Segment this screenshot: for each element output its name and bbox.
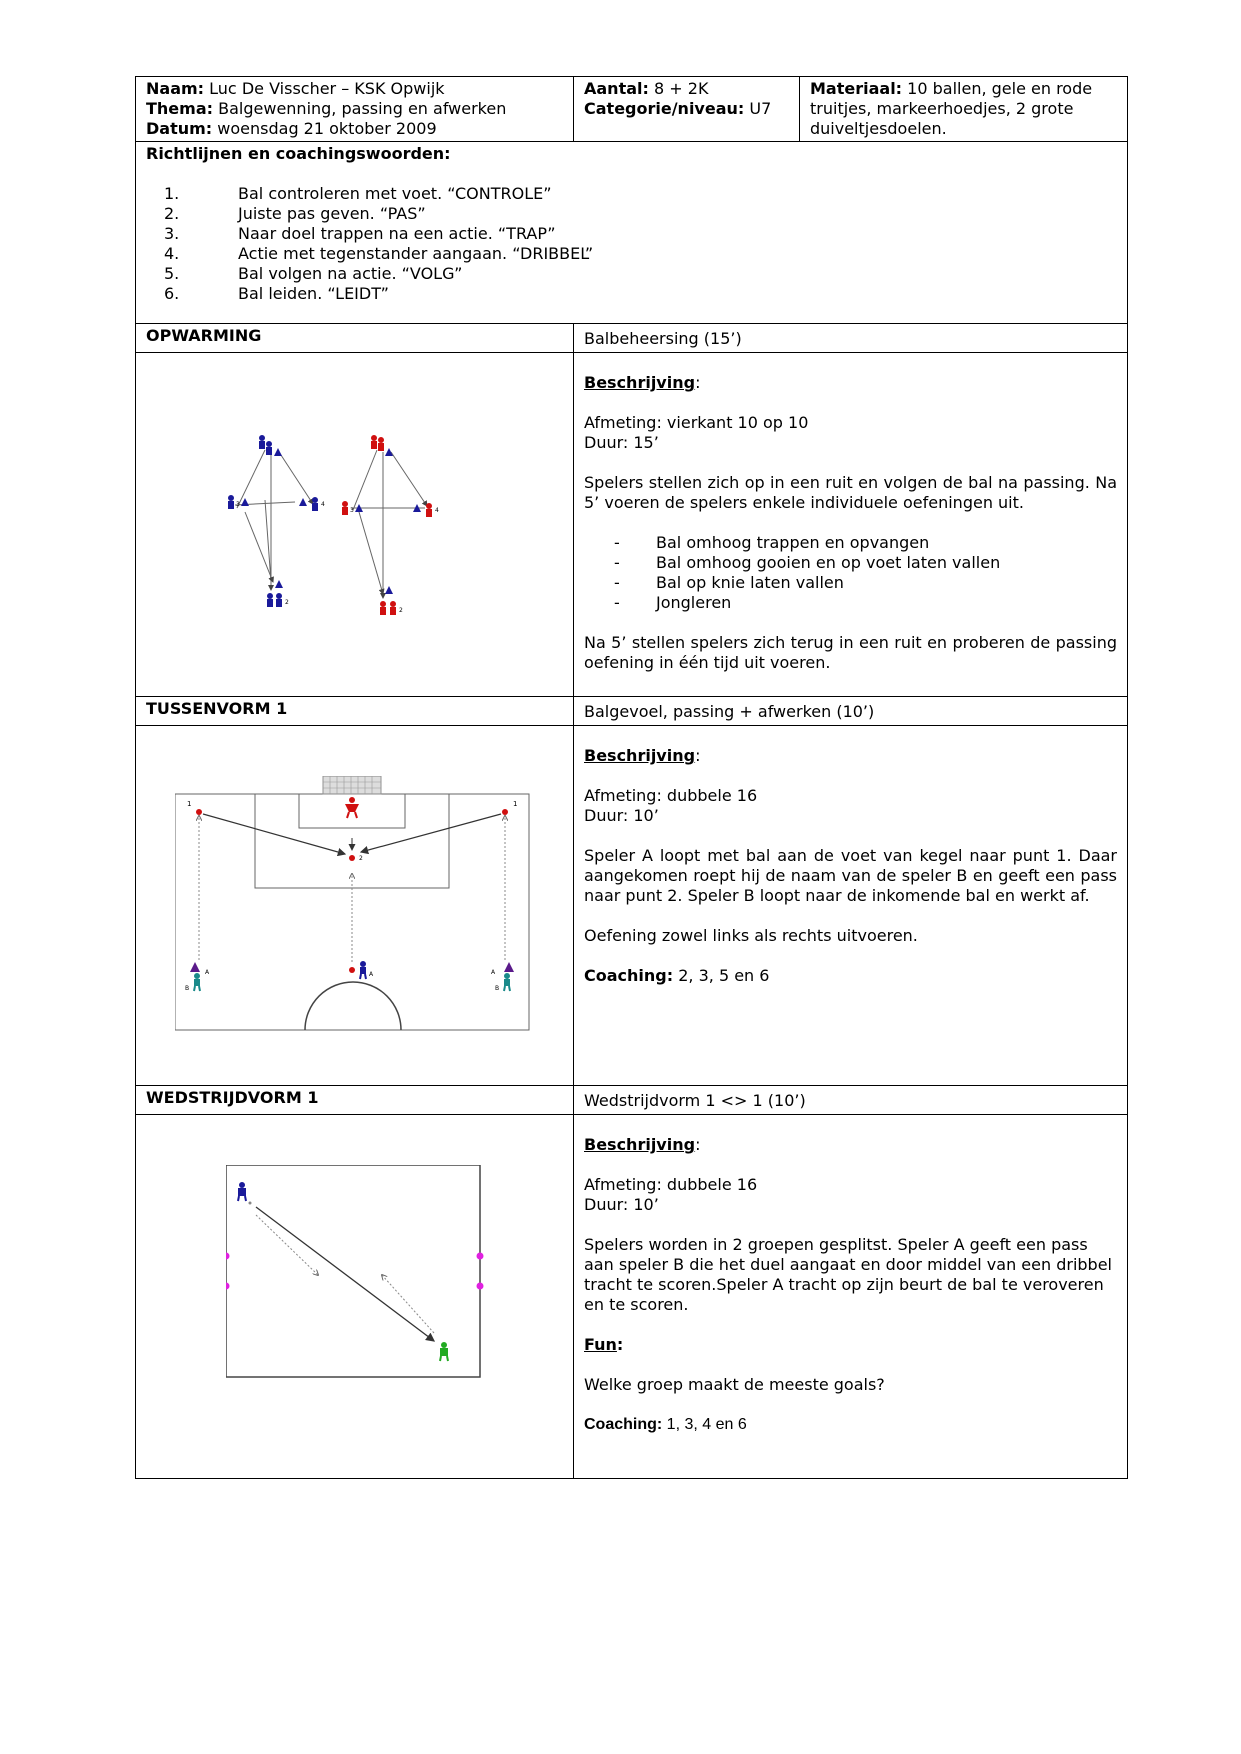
svg-text:4: 4 (434, 507, 439, 514)
tussenvorm-title: TUSSENVORM 1 (136, 697, 574, 726)
svg-text:B: B (185, 985, 190, 992)
wedstrijdvorm-afmeting: Afmeting: dubbele 16 (584, 1175, 758, 1194)
opwarming-diagram-cell (136, 353, 574, 697)
wedstrijdvorm-title: WEDSTRIJDVORM 1 (136, 1086, 574, 1115)
goal-post-right-top (477, 1253, 484, 1260)
goal-post-left-top (226, 1253, 230, 1260)
svg-text:2: 2 (359, 855, 363, 862)
opwarming-content-row (136, 353, 1128, 697)
opwarming-bullet (614, 593, 1117, 613)
tussenvorm-coaching: Coaching: 2, 3, 5 en 6 (584, 966, 770, 985)
point-2 (349, 855, 355, 861)
coaching-item-text: Actie met tegenstander aangaan. “DRIBBEL” (238, 244, 594, 263)
bullet-text: Bal omhoog gooien en op voet laten vallen (656, 553, 1001, 572)
tussenvorm-content-row (136, 726, 1128, 1086)
opwarming-afmeting: Afmeting: vierkant 10 op 10 (584, 413, 809, 432)
richtlijnen-cell (136, 142, 1128, 324)
opwarming-subtitle: Balbeheersing (15’) (574, 324, 1128, 353)
session-sheet (135, 76, 1127, 1479)
materiaal-line: Materiaal: 10 ballen, gele en rode truitjes, markeerhoedjes, 2 grote duiveltjesdoelen. (810, 79, 1093, 138)
tussenvorm-beschrijving-label: Beschrijving (584, 746, 696, 765)
wedstrijdvorm-beschrijving-label: Beschrijving (584, 1135, 696, 1154)
wedstrijdvorm-diagram-cell (136, 1115, 574, 1479)
tussenvorm-afmeting: Afmeting: dubbele 16 (584, 786, 758, 805)
cone-right (504, 962, 514, 972)
point-1-left (196, 809, 202, 815)
bullet-dash: - (614, 593, 620, 612)
categorie-line: Categorie/niveau: U7 (584, 99, 772, 118)
player-b-right (504, 973, 510, 991)
coaching-item (164, 204, 1117, 224)
coaching-item-number: 5. (164, 264, 180, 283)
coaching-item-number: 1. (164, 184, 180, 203)
svg-text:A: A (205, 969, 210, 976)
coaching-item-text: Juiste pas geven. “PAS” (238, 204, 426, 223)
tussenvorm-subtitle: Balgevoel, passing + afwerken (10’) (574, 697, 1128, 726)
aantal-line: Aantal: 8 + 2K (584, 79, 709, 98)
tussenvorm-description: Beschrijving: Afmeting: dubbele 16 Duur: 10’ Speler A loopt met bal aan de voet van kegel naar punt 1. Daar aangekomen roept hij de naam van de speler B en geeft een pass naar punt 2. Speler B loopt naar de inkomende bal en werkt af. Oefening zowel links als rechts uitvoeren. Coaching: 2, 3, 5 en 6 (574, 726, 1128, 1086)
coaching-item-number: 6. (164, 284, 180, 303)
coaching-item-text: Bal leiden. “LEIDT” (238, 284, 389, 303)
opwarming-bullets (614, 533, 1117, 613)
player-b-left (194, 973, 200, 991)
coaching-item (164, 284, 1117, 304)
datum-line: Datum: woensdag 21 oktober 2009 (146, 119, 437, 138)
ball-center (349, 967, 355, 973)
coaching-list (164, 184, 1117, 304)
player-blue-top (259, 435, 282, 456)
coaching-item-text: Bal controleren met voet. “CONTROLE” (238, 184, 552, 203)
svg-text:3: 3 (235, 501, 240, 508)
svg-text:2: 2 (398, 607, 403, 614)
header-aantal-cell (574, 77, 800, 142)
thema-line: Thema: Balgewenning, passing en afwerken (146, 99, 507, 118)
diamond-blue (228, 435, 325, 607)
player-blue-left (228, 495, 249, 509)
wedstrijdvorm-duur: Duur: 10’ (584, 1195, 659, 1214)
bullet-text: Bal op knie laten vallen (656, 573, 844, 592)
opwarming-bullet (614, 553, 1117, 573)
opwarming-title: OPWARMING (136, 324, 574, 353)
wedstrijdvorm-text1: Spelers worden in 2 groepen gesplitst. Speler A geeft een pass aan speler B die het duel aangaat en door middel van een dribbel tracht te scoren.Speler A tracht op zijn beurt de bal te veroveren en te scoren. (584, 1235, 1112, 1314)
center-circle (305, 982, 401, 1030)
player-blue-bottom (267, 580, 289, 607)
bullet-text: Jongleren (656, 593, 732, 612)
player-a-center (360, 961, 366, 979)
opwarming-duur: Duur: 15’ (584, 433, 659, 452)
tussenvorm-diagram-cell (136, 726, 574, 1086)
session-table (135, 76, 1128, 1479)
richtlijnen-row (136, 142, 1128, 324)
tussenvorm-text1: Speler A loopt met bal aan de voet van kegel naar punt 1. Daar aangekomen roept hij de naam van de speler B en geeft een pass naar punt 2. Speler B loopt naar de inkomende bal en werkt af. (584, 846, 1117, 905)
coaching-item-text: Bal volgen na actie. “VOLG” (238, 264, 463, 283)
player-red-top (371, 435, 393, 456)
header-row (136, 77, 1128, 142)
cone-left (190, 962, 200, 972)
wedstrijdvorm-content-row (136, 1115, 1128, 1479)
bullet-dash: - (614, 573, 620, 592)
coaching-item-number: 2. (164, 204, 180, 223)
opwarming-bullet (614, 573, 1117, 593)
goal-post-left-bottom (226, 1283, 230, 1290)
goal-post-right-bottom (477, 1283, 484, 1290)
wedstrijdvorm-subtitle: Wedstrijdvorm 1 <> 1 (10’) (574, 1086, 1128, 1115)
opwarming-text1: Spelers stellen zich op in een ruit en volgen de bal na passing. Na 5’ voeren de spelers enkele individuele oefeningen uit. (584, 473, 1117, 512)
svg-text:2: 2 (284, 599, 289, 606)
point-1-right (502, 809, 508, 815)
tussenvorm-diagram (175, 776, 611, 1076)
coaching-item-text: Naar doel trappen na een actie. “TRAP” (238, 224, 556, 243)
tussenvorm-duur: Duur: 10’ (584, 806, 659, 825)
player-blue-right (299, 497, 325, 511)
opwarming-diagram (145, 422, 565, 622)
svg-text:B: B (495, 985, 500, 992)
naam-line: Naam: Luc De Visscher – KSK Opwijk (146, 79, 445, 98)
bullet-dash: - (614, 553, 620, 572)
richtlijnen-title: Richtlijnen en coachingswoorden: (146, 144, 451, 163)
opwarming-description: Beschrijving: Afmeting: vierkant 10 op 10 Duur: 15’ Spelers stellen zich op in een ruit en volgen de bal na passing. Na 5’ voeren de spelers enkele individuele oefeningen uit. - Bal omhoog trappen en opvangen - Bal omhoog gooien en op voet laten vallen - Bal op knie laten vallen - Jongleren Na 5’ stellen spelers zich terug in een ruit en proberen de passing oefening in één tijd uit voeren. (574, 353, 1128, 697)
wedstrijdvorm-description: Beschrijving: Afmeting: dubbele 16 Duur: 10’ Spelers worden in 2 groepen gesplitst. Speler A geeft een pass aan speler B die het duel aangaat en door middel van een dribbel tracht te scoren.Speler A tracht op zijn beurt de bal te veroveren en te scoren. Fun: Welke groep maakt de meeste goals? Coaching: 1, 3, 4 en 6 (574, 1115, 1128, 1479)
player-b-green (440, 1342, 448, 1361)
tussenvorm-text2: Oefening zowel links als rechts uitvoeren. (584, 926, 918, 945)
svg-text:A: A (491, 969, 496, 976)
header-materiaal-cell (800, 77, 1128, 142)
wedstrijdvorm-fun-label: Fun (584, 1335, 617, 1354)
bullet-text: Bal omhoog trappen en opvangen (656, 533, 930, 552)
opwarming-title-row (136, 324, 1128, 353)
coaching-item-number: 3. (164, 224, 180, 243)
svg-text:4: 4 (320, 501, 325, 508)
coaching-item (164, 184, 1117, 204)
goalkeeper (345, 797, 359, 818)
svg-text:1: 1 (513, 800, 518, 808)
header-info-cell (136, 77, 574, 142)
tussenvorm-title-row (136, 697, 1128, 726)
player-red-left (342, 501, 363, 515)
svg-text:1: 1 (187, 800, 192, 808)
wedstrijdvorm-title-row (136, 1086, 1128, 1115)
coaching-item-number: 4. (164, 244, 180, 263)
coaching-item (164, 264, 1117, 284)
bullet-dash: - (614, 533, 620, 552)
opwarming-text2: Na 5’ stellen spelers zich terug in een ruit en proberen de passing oefening in één tijd uit voeren. (584, 633, 1117, 672)
wedstrijdvorm-fun-question: Welke groep maakt de meeste goals? (584, 1375, 885, 1394)
opwarming-bullet (614, 533, 1117, 553)
coaching-item (164, 244, 1117, 264)
diamond-red (342, 435, 439, 615)
svg-text:A: A (369, 971, 374, 978)
wedstrijdvorm-coaching: Coaching: 1, 3, 4 en 6 (584, 1416, 747, 1433)
opwarming-beschrijving-label: Beschrijving (584, 373, 696, 392)
player-a-blue (238, 1182, 246, 1201)
svg-text:3: 3 (349, 507, 354, 514)
coaching-item (164, 224, 1117, 244)
